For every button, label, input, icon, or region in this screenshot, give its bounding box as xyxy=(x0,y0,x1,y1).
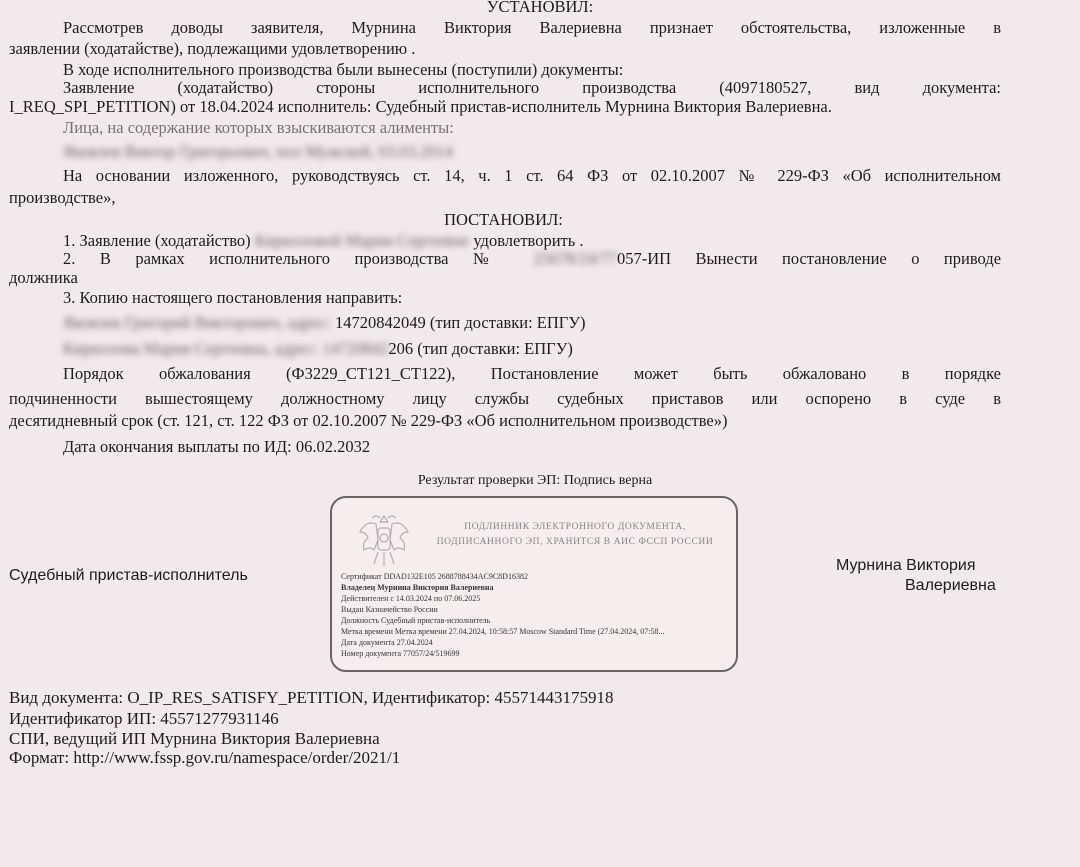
paragraph-3-line-2: I_REQ_SPI_PETITION) от 18.04.2024 исполнитель: Судебный пристав-исполнитель Мурнина Виктория Валериевна. xyxy=(9,97,832,116)
recipient-2 xyxy=(63,339,573,359)
appeal-line-3: десятидневный срок (ст. 121, ст. 122 ФЗ от 02.10.2007 № 229-ФЗ «Об исполнительном производстве») xyxy=(9,411,728,430)
paragraph-4: Лица, на содержание которых взыскиваются алименты: xyxy=(63,118,454,137)
signer-name-line-2: Валериевна xyxy=(905,577,996,594)
heading-ustanovil: УСТАНОВИЛ: xyxy=(486,0,594,16)
footer-doc-type: Вид документа: O_IP_RES_SATISFY_PETITION, Идентификатор: 45571443175918 xyxy=(9,688,614,707)
signer-name-line-1: Мурнина Виктория xyxy=(836,557,976,574)
item-1 xyxy=(63,231,584,251)
recipient-2-visible: 206 (тип доставки: ЕПГУ) xyxy=(388,339,573,358)
footer-format: Формат: http://www.fssp.gov.ru/namespace/order/2021/1 xyxy=(9,748,401,767)
stamp-issuer: Выдан Казначейство России xyxy=(341,605,438,614)
paragraph-3-line-1: Заявление (ходатайство) стороны исполнительного производства (4097180527, вид документа: xyxy=(63,78,1001,97)
child-redacted: Яковлев Виктор Григорьевич, пол Мужской, 03.03.2014 xyxy=(63,142,453,161)
item-2-suffix: 057-ИП Вынести постановление о приводе xyxy=(616,249,1002,268)
stamp-header-line-1: ПОДЛИННИК ЭЛЕКТРОННОГО ДОКУМЕНТА, xyxy=(464,522,686,532)
paragraph-6-line-2: производстве», xyxy=(9,188,116,207)
recipient-1-redacted: Яковлев Григорий Викторович, адрес: xyxy=(63,313,331,332)
electronic-signature-stamp xyxy=(330,496,738,672)
recipient-2-redacted: Кириллова Мария Сергеевна, адрес: 14720842 xyxy=(63,339,389,358)
signature-check-result: Результат проверки ЭП: Подпись верна xyxy=(417,473,653,488)
stamp-header-line-2: ПОДПИСАННОГО ЭП, ХРАНИТСЯ В АИС ФССП РОССИИ xyxy=(436,537,714,547)
appeal-line-1: Порядок обжалования (Ф3229_СТ121_СТ122), Постановление может быть обжаловано в порядке xyxy=(63,364,1001,383)
stamp-timestamp: Метка времени Метка времени 27.04.2024, 10:58:57 Moscow Standard Time (27.04.2024, 07:58... xyxy=(341,627,665,636)
stamp-doc-number: Номер документа 77057/24/519699 xyxy=(341,649,460,658)
item-2-prefix: 2. В рамках исполнительного производства № xyxy=(63,249,510,268)
item-2-line-1 xyxy=(63,249,1001,269)
end-date: Дата окончания выплаты по ИД: 06.02.2032 xyxy=(63,437,371,456)
heading-postanovil: ПОСТАНОВИЛ: xyxy=(444,210,563,229)
paragraph-1-line-1: Рассмотрев доводы заявителя, Мурнина Виктория Валериевна признает обстоятельства, изложенные в xyxy=(63,18,1001,37)
item-2-line-2: должника xyxy=(9,268,78,287)
paragraph-1-line-2: заявлении (ходатайстве), подлежащими удовлетворению . xyxy=(9,39,416,58)
recipient-1 xyxy=(63,313,586,333)
position-title: Судебный пристав-исполнитель xyxy=(9,567,248,584)
item-3: 3. Копию настоящего постановления направить: xyxy=(63,288,403,307)
paragraph-2: В ходе исполнительного производства были вынесены (поступили) документы: xyxy=(63,60,624,79)
stamp-doc-date: Дата документа 27.04.2024 xyxy=(341,638,433,647)
item-1-suffix: удовлетворить . xyxy=(473,231,584,250)
stamp-position: Должность Судебный пристав-исполнитель xyxy=(341,616,491,625)
stamp-owner: Владелец Мурнина Виктория Валериевна xyxy=(341,583,494,592)
footer-ip-id: Идентификатор ИП: 45571277931146 xyxy=(9,709,279,728)
paragraph-6-line-1: На основании изложенного, руководствуясь ст. 14, ч. 1 ст. 64 ФЗ от 02.10.2007 № 229-ФЗ «Об исполнительном xyxy=(63,166,1001,185)
footer-spi: СПИ, ведущий ИП Мурнина Виктория Валериевна xyxy=(9,729,380,748)
stamp-valid: Действителен с 14.03.2024 по 07.06.2025 xyxy=(341,594,481,603)
stamp-certificate: Сертификат DDAD132E105 2688788434AC9C8D16382 xyxy=(341,572,528,581)
recipient-1-visible: 14720842049 (тип доставки: ЕПГУ) xyxy=(334,313,586,332)
item-1-prefix: 1. Заявление (ходатайство) xyxy=(63,231,251,250)
coat-of-arms-icon xyxy=(356,510,412,570)
item-1-redacted: Кирилловой Марии Сергеевне xyxy=(254,231,470,250)
appeal-line-2: подчиненности вышестоящему должностному лицу службы судебных приставов или оспорено в суде в xyxy=(9,389,1001,408)
item-2-redacted: 25678/24/77 xyxy=(533,249,617,268)
